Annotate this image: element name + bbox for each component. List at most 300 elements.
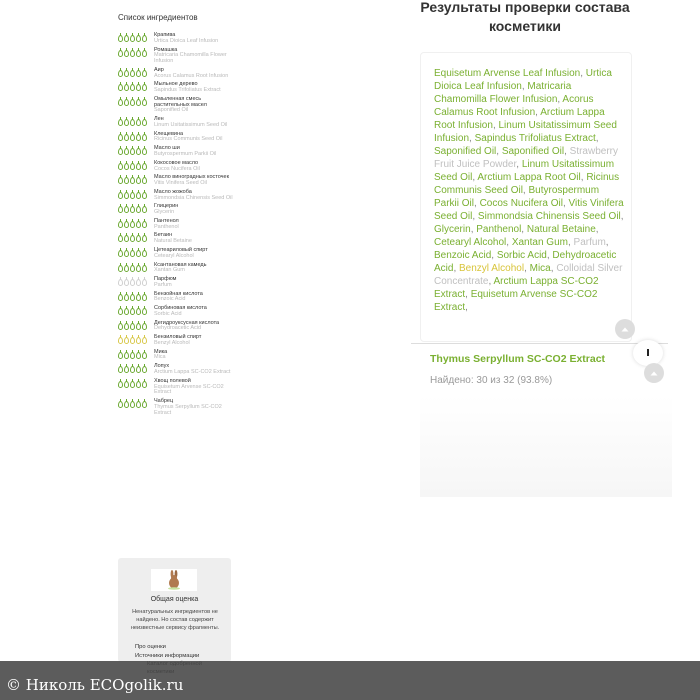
drop-icon xyxy=(142,401,147,408)
rating-drops-icon xyxy=(118,84,148,91)
drop-icon xyxy=(142,352,147,359)
drop-icon xyxy=(124,381,129,388)
drop-icon xyxy=(142,265,147,272)
drop-icon xyxy=(124,70,129,77)
drop-icon xyxy=(118,134,123,141)
drop-icon xyxy=(136,294,141,301)
ingredient-row[interactable] xyxy=(112,350,238,362)
drop-icon xyxy=(124,50,129,57)
rating-drops-icon xyxy=(118,70,148,77)
ingredient-name-ru: Масло виноградных косточек xyxy=(154,174,230,181)
drop-icon xyxy=(124,84,129,91)
composition-ingredient[interactable]: Linum Usitatissimum Seed Infusion xyxy=(434,120,617,144)
ingredient-text xyxy=(154,219,236,231)
drop-icon xyxy=(142,50,147,57)
drop-icon xyxy=(118,163,123,170)
rating-drops-icon xyxy=(118,250,148,257)
ingredient-row[interactable] xyxy=(112,117,238,129)
drop-icon xyxy=(142,163,147,170)
ingredient-text xyxy=(154,190,236,202)
drop-icon xyxy=(130,250,135,257)
ingredient-name-ru: Бензойная кислота xyxy=(154,290,203,297)
ingredient-name-ru: Бензиловый спирт xyxy=(154,334,202,341)
drop-icon xyxy=(142,35,147,42)
drop-icon xyxy=(130,134,135,141)
drop-icon xyxy=(136,70,141,77)
drop-icon xyxy=(130,235,135,242)
ingredient-name-lat: Xantan Gum xyxy=(154,267,185,274)
ingredient-name-ru: Масло жожоба xyxy=(154,188,192,195)
composition-ingredient[interactable]: Arctium Lappa Root Infusion xyxy=(434,107,605,131)
composition-ingredient[interactable]: Mica xyxy=(529,263,551,274)
rating-drops-icon xyxy=(118,134,148,141)
drop-icon xyxy=(118,366,123,373)
ingredient-row[interactable] xyxy=(112,379,238,396)
drop-icon xyxy=(142,294,147,301)
overall-rating-title: Общая оценка xyxy=(150,596,199,603)
composition-result-card xyxy=(420,52,632,342)
ingredient-text xyxy=(154,175,236,187)
ingredient-row[interactable] xyxy=(112,33,238,45)
rating-drops-icon xyxy=(118,401,148,408)
drop-icon xyxy=(130,381,135,388)
drop-icon xyxy=(130,177,135,184)
ingredient-row[interactable] xyxy=(112,161,238,173)
ingredient-name-lat: Sapindus Trifoliatus Extract xyxy=(154,87,221,94)
ingredient-row[interactable] xyxy=(112,306,238,318)
drop-icon xyxy=(130,192,135,199)
drop-icon xyxy=(142,192,147,199)
ingredient-text xyxy=(154,306,236,318)
drop-icon xyxy=(142,221,147,228)
drop-icon xyxy=(124,352,129,359)
drop-icon xyxy=(118,50,123,57)
drop-icon xyxy=(118,265,123,272)
ingredient-row[interactable] xyxy=(112,82,238,94)
ingredient-row[interactable] xyxy=(112,190,238,202)
ingredient-name-ru: Мика xyxy=(154,348,168,355)
drop-icon xyxy=(118,337,123,344)
ingredient-name-ru: Дегидроуксусная кислота xyxy=(154,319,220,326)
composition-ingredient[interactable]: Vitis Vinifera Seed Oil xyxy=(434,198,624,222)
rating-drops-icon xyxy=(118,366,148,373)
drop-icon xyxy=(130,366,135,373)
drop-icon xyxy=(124,221,129,228)
drop-icon xyxy=(136,235,141,242)
ingredient-name-lat: Panthenol xyxy=(154,223,179,230)
drop-icon xyxy=(136,206,141,213)
composition-ingredient[interactable]: Arctium Lappa SC-CO2 Extract xyxy=(434,276,599,300)
drop-icon xyxy=(130,50,135,57)
ingredient-text xyxy=(154,132,236,144)
ingredient-list-title: Список ингредиентов xyxy=(118,13,198,22)
composition-ingredient[interactable]: Xantan Gum xyxy=(511,237,568,248)
rating-drops-icon xyxy=(118,99,148,106)
drop-icon xyxy=(142,381,147,388)
drop-icon xyxy=(130,35,135,42)
ingredient-name-lat: Butyrospermum Parkii Oil xyxy=(154,151,217,158)
ingredient-name-lat: Glycerin xyxy=(154,209,175,216)
ingredient-list xyxy=(112,33,238,419)
ingredient-name-ru: Ксантановая камедь xyxy=(154,261,207,268)
text-cursor-icon xyxy=(633,340,663,366)
drop-icon xyxy=(124,134,129,141)
rating-drops-icon xyxy=(118,221,148,228)
ingredient-text xyxy=(154,117,236,129)
drop-icon xyxy=(136,401,141,408)
drop-icon xyxy=(118,279,123,286)
drop-icon xyxy=(130,352,135,359)
rating-drops-icon xyxy=(118,337,148,344)
ingredient-name-lat: Natural Betaine xyxy=(154,238,192,245)
drop-icon xyxy=(124,337,129,344)
drop-icon xyxy=(142,119,147,126)
drop-icon xyxy=(130,99,135,106)
ingredient-name-lat: Dehydroacetic Acid xyxy=(154,325,202,332)
ingredient-row[interactable] xyxy=(112,321,238,333)
drop-icon xyxy=(142,308,147,315)
rating-drops-icon xyxy=(118,308,148,315)
composition-ingredient[interactable]: Butyrospermum Parkii Oil xyxy=(434,185,600,209)
rating-drops-icon xyxy=(118,192,148,199)
ingredient-name-ru: Парфюм xyxy=(154,276,177,283)
drop-icon xyxy=(130,148,135,155)
ingredient-text xyxy=(154,379,236,396)
ingredient-name-ru: Кокосовое масло xyxy=(154,159,199,166)
ingredient-text xyxy=(154,263,236,275)
ingredient-name-ru: Ромашка xyxy=(154,46,178,53)
ingredient-name-ru: Масло ши xyxy=(154,145,180,152)
last-ingredient-card xyxy=(411,343,668,395)
rating-drops-icon xyxy=(118,279,148,286)
ingredient-name-ru: Мыльное дерево xyxy=(154,81,198,88)
composition-ingredient[interactable]: Simmondsia Chinensis Seed Oil xyxy=(477,211,621,222)
ingredient-text xyxy=(154,146,236,158)
drop-icon xyxy=(124,235,129,242)
drop-icon xyxy=(136,221,141,228)
drop-icon xyxy=(124,35,129,42)
rating-drops-icon xyxy=(118,294,148,301)
hare-icon xyxy=(165,570,183,590)
composition-ingredient[interactable]: Equisetum Arvense Leaf Infusion xyxy=(434,68,581,79)
drop-icon xyxy=(130,206,135,213)
composition-ingredient[interactable]: Benzoic Acid xyxy=(434,250,492,261)
card-shadow xyxy=(420,395,672,497)
composition-ingredient[interactable]: Equisetum Arvense SC-CO2 Extract xyxy=(434,289,598,313)
drop-icon xyxy=(136,381,141,388)
ingredient-name-lat: Matricaria Chamomilla Flower Infusion xyxy=(154,52,227,65)
ingredient-name-lat: Arctium Lappa SC-CO2 Extract xyxy=(154,368,231,375)
chevron-up-icon[interactable] xyxy=(644,363,664,383)
ingredient-row[interactable] xyxy=(112,146,238,158)
drop-icon xyxy=(124,250,129,257)
ingredient-row[interactable] xyxy=(112,335,238,347)
composition-ingredient[interactable]: Cetearyl Alcohol xyxy=(434,237,507,248)
ingredient-row[interactable] xyxy=(112,263,238,275)
ingredient-name-lat: Mica xyxy=(154,354,166,361)
drop-icon xyxy=(136,84,141,91)
drop-icon xyxy=(118,206,123,213)
found-count: Найдено: 30 из 32 (93.8%) xyxy=(430,375,553,386)
ingredient-text xyxy=(154,277,236,289)
ingredient-name-ru: Цетеариловый спирт xyxy=(154,246,208,253)
ingredient-name-ru: Чабрец xyxy=(154,398,174,405)
drop-icon xyxy=(118,401,123,408)
rating-drops-icon xyxy=(118,148,148,155)
composition-ingredient[interactable]: Saponified Oil xyxy=(434,146,497,157)
drop-icon xyxy=(142,206,147,213)
drop-icon xyxy=(136,119,141,126)
ingredient-row[interactable] xyxy=(112,204,238,216)
drop-icon xyxy=(118,148,123,155)
drop-icon xyxy=(124,163,129,170)
rating-drops-icon xyxy=(118,35,148,42)
ingredient-name-ru: Омыленная смесь растительных масел xyxy=(154,95,207,108)
ingredient-name-lat: Simmondsia Chinensis Seed Oil xyxy=(154,194,233,201)
drop-icon xyxy=(142,250,147,257)
drop-icon xyxy=(118,99,123,106)
drop-icon xyxy=(136,35,141,42)
rating-drops-icon xyxy=(118,119,148,126)
rating-drops-icon xyxy=(118,265,148,272)
drop-icon xyxy=(142,177,147,184)
drop-icon xyxy=(124,265,129,272)
ingredient-row[interactable] xyxy=(112,364,238,376)
drop-icon xyxy=(136,366,141,373)
ingredient-text xyxy=(154,248,236,260)
composition-ingredient[interactable]: Dehydroacetic Acid xyxy=(434,250,617,274)
ingredient-name-ru: Сорбиновая кислота xyxy=(154,305,207,312)
drop-icon xyxy=(136,323,141,330)
ingredient-text xyxy=(154,97,236,114)
ingredient-name-ru: Аир xyxy=(154,66,164,73)
drop-icon xyxy=(118,84,123,91)
ingredient-text xyxy=(154,161,236,173)
drop-icon xyxy=(136,50,141,57)
drop-icon xyxy=(130,84,135,91)
ingredient-text xyxy=(154,350,236,362)
ingredient-text xyxy=(154,292,236,304)
drop-icon xyxy=(142,235,147,242)
ingredient-text xyxy=(154,233,236,245)
composition-ingredient[interactable]: Panthenol xyxy=(476,224,522,235)
drop-icon xyxy=(124,192,129,199)
ingredient-name-lat: Parfum xyxy=(154,281,172,288)
rating-drops-icon xyxy=(118,50,148,57)
ingredient-name-lat: Linum Usitatissimum Seed Oil xyxy=(154,121,228,128)
ingredient-text xyxy=(154,68,236,80)
info-sources-link[interactable]: Источники информации xyxy=(135,653,200,659)
composition-text: Equisetum Arvense Leaf Infusion, Urtica Dioica Leaf Infusion, Matricaria Chamomilla Flower Infusion, Acorus Calamus Root Infusion, Arctium Lappa Root Infusion, Linum Usitatissimum Seed Infusion, Sapindus Trifoliatus Extract, Saponified Oil, Saponified Oil, Strawberry Fruit Juice Powder, Linum Usitatissimum Seed Oil, Arctium Lappa Root Oil, Ricinus Communis Seed Oil, Butyrospermum Parkii Oil, Cocos Nucifera Oil, Vitis Vinifera Seed Oil, Simmondsia Chinensis Seed Oil, Glycerin, Panthenol, Natural Betaine, Cetearyl Alcohol, Xantan Gum, Parfum, Benzoic Acid, Sorbic Acid, Dehydroacetic Acid, Benzyl Alcohol, Mica, Colloidal Silver Concentrate, Arctium Lappa SC-CO2 Extract, Equisetum Arvense SC-CO2 Extract, xyxy=(434,68,624,313)
ingredient-text xyxy=(154,33,236,45)
drop-icon xyxy=(136,250,141,257)
composition-ingredient[interactable]: Saponified Oil xyxy=(501,146,565,157)
drop-icon xyxy=(136,308,141,315)
results-title: Результаты проверки состава косметики xyxy=(420,0,630,34)
composition-ingredient[interactable]: Matricaria Chamomilla Flower Infusion xyxy=(434,81,572,105)
drop-icon xyxy=(124,119,129,126)
drop-icon xyxy=(142,366,147,373)
ingredient-name-ru: Пантенол xyxy=(154,217,179,224)
drop-icon xyxy=(118,294,123,301)
ingredient-text xyxy=(154,364,236,376)
ingredient-row[interactable] xyxy=(112,277,238,289)
drop-icon xyxy=(118,177,123,184)
ingredient-text xyxy=(154,321,236,333)
ingredient-name-ru: Лопух xyxy=(154,363,170,370)
drop-icon xyxy=(130,294,135,301)
drop-icon xyxy=(142,279,147,286)
ingredient-name-ru: Глицерин xyxy=(154,203,179,210)
drop-icon xyxy=(136,265,141,272)
drop-icon xyxy=(136,163,141,170)
ingredient-name-ru: Хвощ полевой xyxy=(154,377,191,384)
drop-icon xyxy=(136,192,141,199)
drop-icon xyxy=(142,337,147,344)
drop-icon xyxy=(118,70,123,77)
ingredient-name-lat: Cocos Nucifera Oil xyxy=(154,165,200,172)
composition-ingredient[interactable]: Linum Usitatissimum Seed Oil xyxy=(434,159,615,183)
composition-ingredient[interactable]: Sorbic Acid xyxy=(496,250,547,261)
drop-icon xyxy=(136,352,141,359)
ingredient-row[interactable] xyxy=(112,399,238,416)
ingredient-name-ru: Лен xyxy=(154,116,164,123)
drop-icon xyxy=(124,323,129,330)
drop-icon xyxy=(124,148,129,155)
drop-icon xyxy=(118,221,123,228)
composition-ingredient[interactable]: Acorus Calamus Root Infusion xyxy=(434,94,594,118)
composition-ingredient[interactable]: Benzyl Alcohol xyxy=(459,263,525,274)
drop-icon xyxy=(136,99,141,106)
ingredient-text xyxy=(154,48,236,65)
rating-drops-icon xyxy=(118,323,148,330)
ingredient-row[interactable] xyxy=(112,132,238,144)
ingredient-text xyxy=(154,399,236,416)
ingredient-row[interactable] xyxy=(112,292,238,304)
drop-icon xyxy=(130,337,135,344)
chevron-up-icon[interactable] xyxy=(615,319,635,339)
rating-drops-icon xyxy=(118,177,148,184)
drop-icon xyxy=(142,84,147,91)
composition-ingredient[interactable]: Arctium Lappa Root Oil xyxy=(477,172,581,183)
drop-icon xyxy=(118,381,123,388)
ingredient-name-lat: Saponified Oil xyxy=(154,107,189,114)
rating-drops-icon xyxy=(118,163,148,170)
drop-icon xyxy=(118,323,123,330)
drop-icon xyxy=(130,119,135,126)
drop-icon xyxy=(136,279,141,286)
composition-ingredient[interactable]: Natural Betaine xyxy=(526,224,596,235)
composition-ingredient[interactable]: Colloidal Silver Concentrate xyxy=(434,263,623,287)
ingredient-text xyxy=(154,335,236,347)
drop-icon xyxy=(118,119,123,126)
ingredient-row[interactable] xyxy=(112,97,238,114)
ingredient-name-ru: Клещевина xyxy=(154,130,184,137)
drop-icon xyxy=(118,308,123,315)
rating-drops-icon xyxy=(118,206,148,213)
drop-icon xyxy=(136,148,141,155)
drop-icon xyxy=(118,352,123,359)
ingredient-name-ru: Крапива xyxy=(154,32,176,38)
drop-icon xyxy=(130,163,135,170)
about-ratings-link[interactable]: Про оценки xyxy=(135,644,166,650)
drop-icon xyxy=(130,70,135,77)
ingredient-row[interactable] xyxy=(112,175,238,187)
ingredient-text xyxy=(154,82,236,94)
drop-icon xyxy=(118,235,123,242)
ingredient-name-lat: Cetearyl Alcohol xyxy=(154,252,194,259)
composition-ingredient[interactable]: Ricinus Communis Seed Oil xyxy=(434,172,620,196)
drop-icon xyxy=(136,134,141,141)
drop-icon xyxy=(124,177,129,184)
ingredient-row[interactable] xyxy=(112,248,238,260)
drop-icon xyxy=(130,265,135,272)
composition-ingredient[interactable]: Strawberry Fruit Juice Powder xyxy=(434,146,619,170)
drop-icon xyxy=(136,177,141,184)
drop-icon xyxy=(130,279,135,286)
drop-icon xyxy=(124,294,129,301)
ingredient-name-lat: Benzoic Acid xyxy=(154,296,186,303)
ingredient-name-lat: Acorus Calamus Root Infusion xyxy=(154,72,229,79)
ingredient-name-ru: Бетаин xyxy=(154,232,173,239)
drop-icon xyxy=(130,221,135,228)
drop-icon xyxy=(124,308,129,315)
ingredient-name-lat: Urtica Dioica Leaf Infusion xyxy=(154,37,219,44)
overall-rating-card xyxy=(118,558,231,662)
ingredient-name-lat: Ricinus Communis Seed Oil xyxy=(154,136,223,143)
overall-rating-text: Ненатуральных ингредиентов не найдено. Но состав содержит неизвестные сервису фрагменты. xyxy=(130,609,220,632)
drop-icon xyxy=(124,99,129,106)
drop-icon xyxy=(118,35,123,42)
rating-drops-icon xyxy=(118,352,148,359)
drop-icon xyxy=(124,401,129,408)
rating-drops-icon xyxy=(118,381,148,388)
drop-icon xyxy=(118,192,123,199)
hare-logo xyxy=(151,569,197,591)
composition-ingredient[interactable]: Sapindus Trifoliatus Extract xyxy=(474,133,596,144)
ingredient-name-lat: Equisetum Arvense SC-CO2 Extract xyxy=(154,383,224,396)
composition-ingredient[interactable]: Cocos Nucifera Oil xyxy=(479,198,563,209)
drop-icon xyxy=(136,337,141,344)
watermark-bar xyxy=(0,661,700,700)
ingredient-row[interactable] xyxy=(112,233,238,245)
ingredient-name-lat: Benzyl Alcohol xyxy=(154,339,190,346)
rating-drops-icon xyxy=(118,235,148,242)
composition-ingredient[interactable]: Parfum xyxy=(573,237,606,248)
watermark-text: © Николь ECOgolik.ru xyxy=(6,676,184,694)
ingredient-row[interactable] xyxy=(112,219,238,231)
drop-icon xyxy=(124,366,129,373)
ingredient-name-lat: Vitis Vinifera Seed Oil xyxy=(154,180,207,187)
drop-icon xyxy=(142,134,147,141)
ingredient-text xyxy=(154,204,236,216)
drop-icon xyxy=(142,148,147,155)
drop-icon xyxy=(130,401,135,408)
composition-ingredient[interactable]: Urtica Dioica Leaf Infusion xyxy=(434,68,612,92)
drop-icon xyxy=(124,206,129,213)
ingredient-row[interactable] xyxy=(112,68,238,80)
drop-icon xyxy=(118,250,123,257)
ingredient-name-lat: Sorbic Acid xyxy=(154,310,182,317)
drop-icon xyxy=(142,99,147,106)
drop-icon xyxy=(142,323,147,330)
composition-ingredient[interactable]: Glycerin xyxy=(434,224,471,235)
ingredient-row[interactable] xyxy=(112,48,238,65)
drop-icon xyxy=(130,308,135,315)
last-ingredient-link[interactable]: Thymus Serpyllum SC-CO2 Extract xyxy=(430,353,606,365)
drop-icon xyxy=(130,323,135,330)
drop-icon xyxy=(124,279,129,286)
